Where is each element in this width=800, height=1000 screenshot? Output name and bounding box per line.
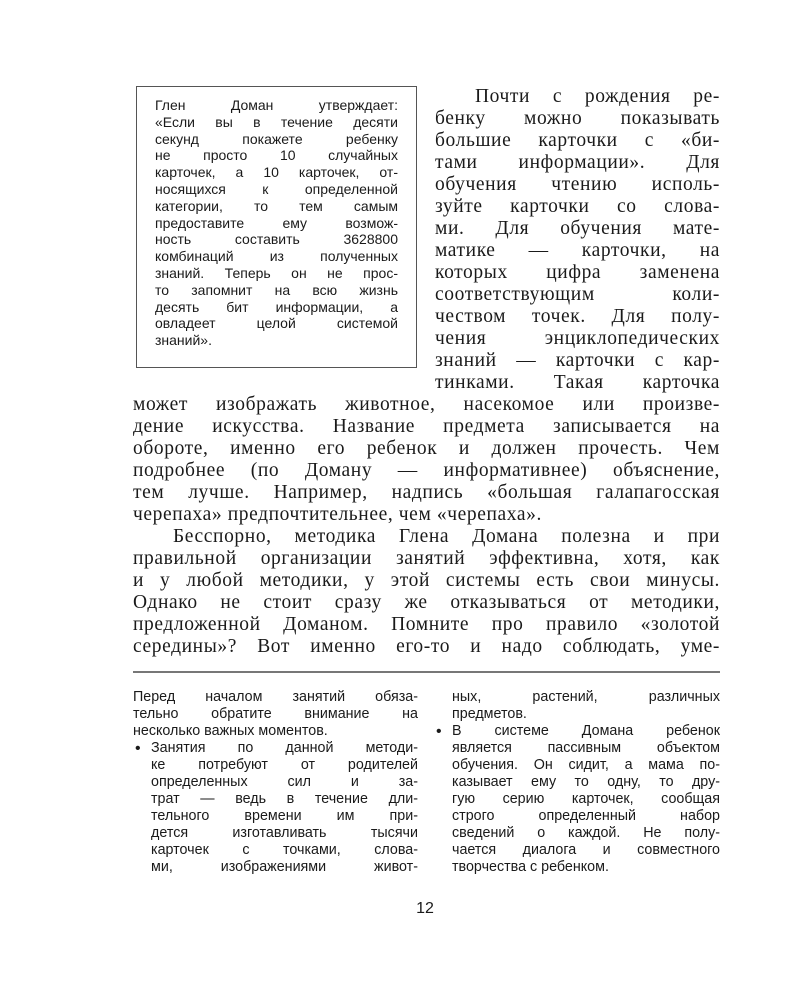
text-line: тем лучше. Например, надпись «большая галапагосская	[133, 482, 720, 503]
bullet-item-line: • В системе Домана ребенок	[434, 723, 720, 740]
bullet-item-line: • Занятия по данной методи-	[133, 740, 418, 757]
text-line: определенных сил и за-	[151, 774, 418, 790]
text-line: тами информации». Для	[435, 152, 720, 173]
text-line: тинками. Такая карточка	[435, 372, 720, 393]
text-line: Перед началом занятий обяза-	[133, 689, 418, 705]
text-line: предоставите ему возмож-	[155, 214, 398, 231]
text-line: ных, растений, различных	[452, 689, 720, 705]
text-line: «Если вы в течение десяти	[155, 113, 398, 130]
text-line: творчества с ребенком.	[452, 859, 609, 875]
text-line: может изображать животное, насекомое или произве-	[133, 394, 720, 415]
text-line: сведений о каждой. Не полу-	[452, 825, 720, 841]
text-line: обучения чтению исполь-	[435, 174, 720, 195]
text-line: знаний — карточки с кар-	[435, 350, 720, 371]
text-line: бенку можно показывать	[435, 108, 720, 129]
text-line: и у любой методики, у этой системы есть свои минусы.	[133, 570, 720, 591]
text-line: предметов.	[452, 706, 527, 722]
text-line: тельно обратите внимание на	[133, 706, 418, 722]
text-line: несколько важных моментов.	[133, 723, 328, 739]
text-line: дение искусства. Название предмета записывается на	[133, 416, 720, 437]
text-line: казывает ему то одну, то дру-	[452, 774, 720, 790]
text-line: Глен Доман утверждает:	[155, 97, 398, 113]
text-line: категории, то тем самым	[155, 197, 398, 214]
text-line: дется изготавливать тысячи	[151, 825, 418, 841]
text-line: чается диалога и совместного	[452, 842, 720, 858]
text-line: знаний».	[155, 332, 212, 349]
text-line: середины»? Вот именно его-то и надо соблюдать, уме-	[133, 636, 720, 657]
text-line: соответствующим коли-	[435, 284, 720, 305]
text-line: которых цифра заменена	[435, 262, 720, 283]
text-line: чеством точек. Для полу-	[435, 306, 720, 327]
footnote-left-column	[133, 689, 418, 876]
text-line: правильной организации занятий эффективна, хотя, как	[133, 548, 720, 569]
text-line: то запомнит на всю жизнь	[155, 281, 398, 298]
text-line: знаний. Теперь он не прос-	[155, 264, 398, 281]
text-line: ми, изображениями живот-	[151, 859, 418, 875]
page-number: 12	[416, 900, 434, 917]
text-line: обучения. Он сидит, а мама по-	[452, 757, 720, 773]
text-line: комбинаций из полученных	[155, 248, 398, 265]
main-text-full-width	[133, 394, 720, 658]
text-line: Бесспорно, методика Глена Домана полезна и при	[173, 526, 720, 547]
text-line: подробнее (по Доману — информативнее) объяснение,	[133, 460, 720, 481]
text-line: зуйте карточки со слова-	[435, 196, 720, 217]
text-line: чения энциклопедических	[435, 328, 720, 349]
text-line: строго определенный набор	[452, 808, 720, 824]
text-line: является пассивным объектом	[452, 740, 720, 756]
text-line: овладеет целой системой	[155, 315, 398, 332]
quote-box-text	[155, 97, 398, 349]
text-line: большие карточки с «би-	[435, 130, 720, 151]
text-line: ми. Для обучения мате-	[435, 218, 720, 239]
text-line: обороте, именно его ребенок и должен прочесть. Чем	[133, 438, 720, 459]
text-line: гую серию карточек, сообщая	[452, 791, 720, 807]
footnote-right-column	[434, 689, 720, 876]
text-line: ность составить 3628800	[155, 231, 398, 248]
text-line: секунд покажете ребенку	[155, 130, 398, 147]
text-line: десять бит информации, а	[155, 298, 398, 315]
text-line: трат — ведь в течение дли-	[151, 791, 418, 807]
text-line: карточек с точками, слова-	[151, 842, 418, 858]
text-line: не просто 10 случайных	[155, 147, 398, 164]
text-line: матике — карточки, на	[435, 240, 720, 261]
main-text-column	[435, 86, 720, 394]
text-line: тельного времени им при-	[151, 808, 418, 824]
text-line: карточек, а 10 карточек, от-	[155, 164, 398, 181]
footnote-separator	[133, 671, 720, 673]
text-line: предложенной Доманом. Помните про правило «золотой	[133, 614, 720, 635]
text-line: Однако не стоит сразу же отказываться от методики,	[133, 592, 720, 613]
text-line: Почти с рождения ре-	[475, 86, 720, 107]
text-line: носящихся к определенной	[155, 180, 398, 197]
text-line: ке потребуют от родителей	[151, 757, 418, 773]
text-line: черепаха» предпочтительнее, чем «черепаха».	[133, 504, 542, 525]
